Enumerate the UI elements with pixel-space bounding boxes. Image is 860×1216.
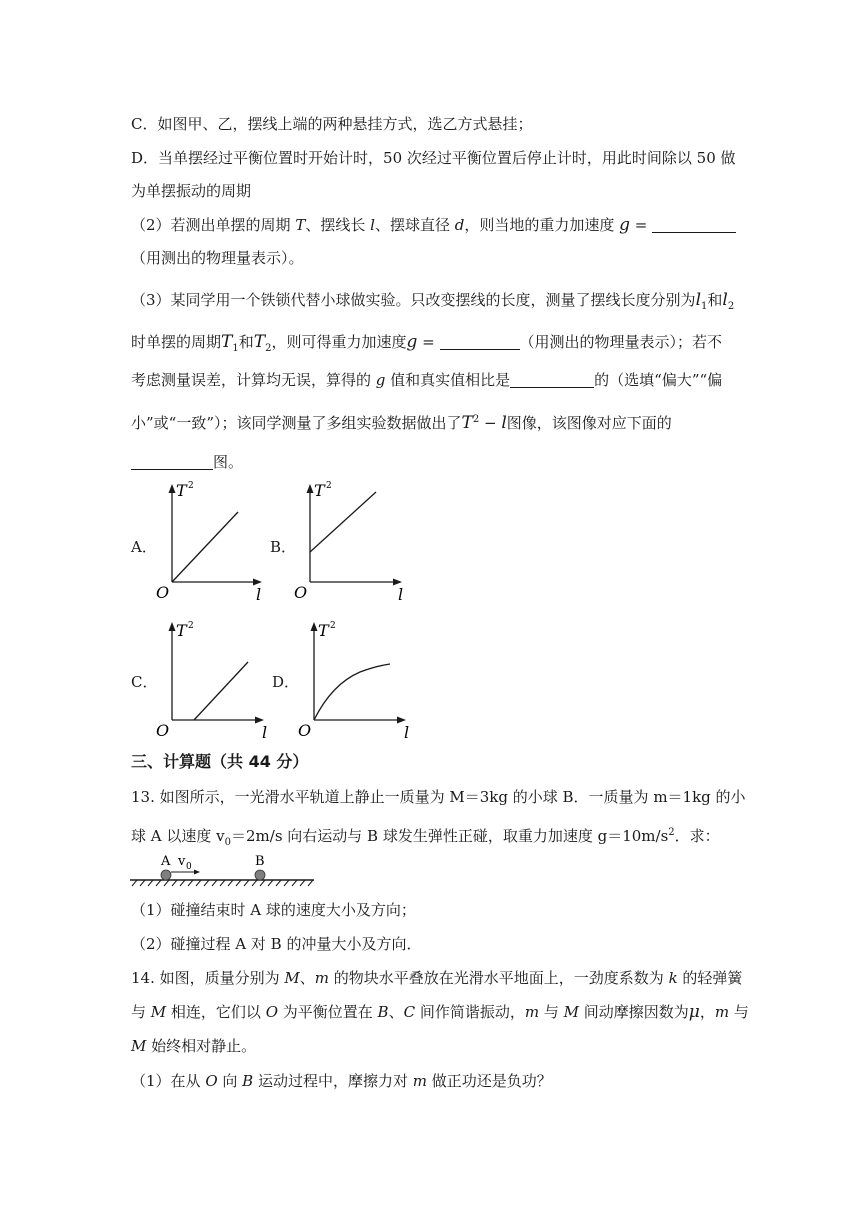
graph-option-c-label: C． (131, 673, 158, 691)
graph-option-b-label: B． (270, 538, 297, 556)
graph-b-origin: O (294, 583, 308, 602)
question-2-note: （用测出的物理量表示）。 (131, 249, 304, 267)
option-d-line-2: 为单摆振动的周期 (131, 182, 252, 200)
problem-14-line-1: 14. 如图，质量分别为 M、m 的物块水平叠放在光滑水平地面上，一劲度系数为 k 的轻弹簧 (131, 969, 743, 987)
problem-13-sub-2: （2）碰撞过程 A 对 B 的冲量大小及方向． (131, 935, 422, 953)
graph-d-origin: O (298, 721, 312, 740)
ball-a-label: A (161, 854, 171, 869)
ball-b-label: B (255, 854, 265, 869)
problem-14-line-3: M 始终相对静止。 (131, 1037, 257, 1055)
answer-blank-g2[interactable] (440, 333, 520, 350)
graph-d-y-exp: 2 (330, 621, 336, 631)
problem-13-line-2: 球 A 以速度 $v_0=2m/s$ 向右运动与 B 球发生弹性正碰，取重力加速度 $g=10m/s^2$．求： (131, 827, 720, 848)
option-d-line-1: D．当单摆经过平衡位置时开始计时，50 次经过平衡位置后停止计时，用此时间除以 50 做 (131, 149, 736, 167)
problem-13-sub-1: （1）碰撞结束时 A 球的速度大小及方向； (131, 901, 416, 919)
section-heading: 三、计算题（共 44 分） (131, 752, 309, 771)
question-3-line-5: 图。 (131, 452, 243, 472)
graph-c-origin: O (156, 721, 170, 740)
graph-d (292, 616, 416, 740)
graph-c (150, 616, 274, 740)
answer-blank-g[interactable] (652, 216, 736, 233)
graph-b-y-exp: 2 (326, 481, 332, 491)
graph-d-x-label: l (404, 723, 410, 740)
graph-a-y-exp: 2 (188, 481, 194, 491)
graph-c-y-label: T (176, 621, 187, 640)
graph-a-x-label: l (256, 585, 262, 602)
graph-a-y-label: T (176, 481, 187, 500)
question-3-line-1: （3）某同学用一个铁锁代替小球做实验。只改变摆线的长度，测量了摆线长度分别为$l_1$和$l_2$ (131, 290, 735, 312)
graph-c-y-exp: 2 (188, 621, 194, 631)
graph-c-x-label: l (262, 723, 268, 740)
problem-14-line-2: 与 M 相连，它们以 O 为平衡位置在 B、C 间作简谐振动，m 与 M 间动摩擦因数为μ，m 与 (131, 1002, 749, 1022)
graph-d-y-label: T (318, 621, 329, 640)
problem-14-sub-1: （1）在从 O 向 B 运动过程中，摩擦力对 m 做正功还是负功？ (131, 1072, 552, 1090)
answer-blank-compare[interactable] (510, 371, 594, 388)
velocity-sub: 0 (186, 862, 192, 872)
question-2-line: （2）若测出单摆的周期 T、摆线长 l、摆球直径 d，则当地的重力加速度 g = (131, 215, 736, 235)
ball-a (161, 870, 171, 880)
graph-option-a-label: A． (131, 538, 157, 556)
answer-blank-graph[interactable] (131, 453, 213, 470)
graph-option-d-label: D． (272, 673, 300, 691)
ball-b (255, 870, 265, 880)
graph-a-origin: O (156, 583, 170, 602)
graph-b-y-label: T (314, 481, 325, 500)
graph-a (150, 478, 270, 602)
graph-b-x-label: l (398, 585, 404, 602)
problem-13-figure (128, 850, 318, 890)
option-c-line: C．如图甲、乙，摆线上端的两种悬挂方式，选乙方式悬挂； (131, 115, 533, 133)
graph-b (288, 478, 412, 602)
question-3-line-4: 小”或“一致”）；该同学测量了多组实验数据做出了$T^2 - l$图像，该图像对应下面的 (131, 413, 672, 433)
question-3-line-2: 时单摆的周期$T_1$和$T_2$，则可得重力加速度g = （用测出的物理量表示）；若不 (131, 332, 723, 354)
question-3-line-3: 考虑测量误差，计算均无误，算得的 g 值和真实值相比是 的（选填“偏大”“偏 (131, 371, 723, 389)
velocity-label: v (178, 854, 186, 869)
problem-13-line-1: 13. 如图所示，一光滑水平轨道上静止一质量为 M＝3kg 的小球 B．一质量为 m＝1kg 的小 (131, 788, 746, 806)
